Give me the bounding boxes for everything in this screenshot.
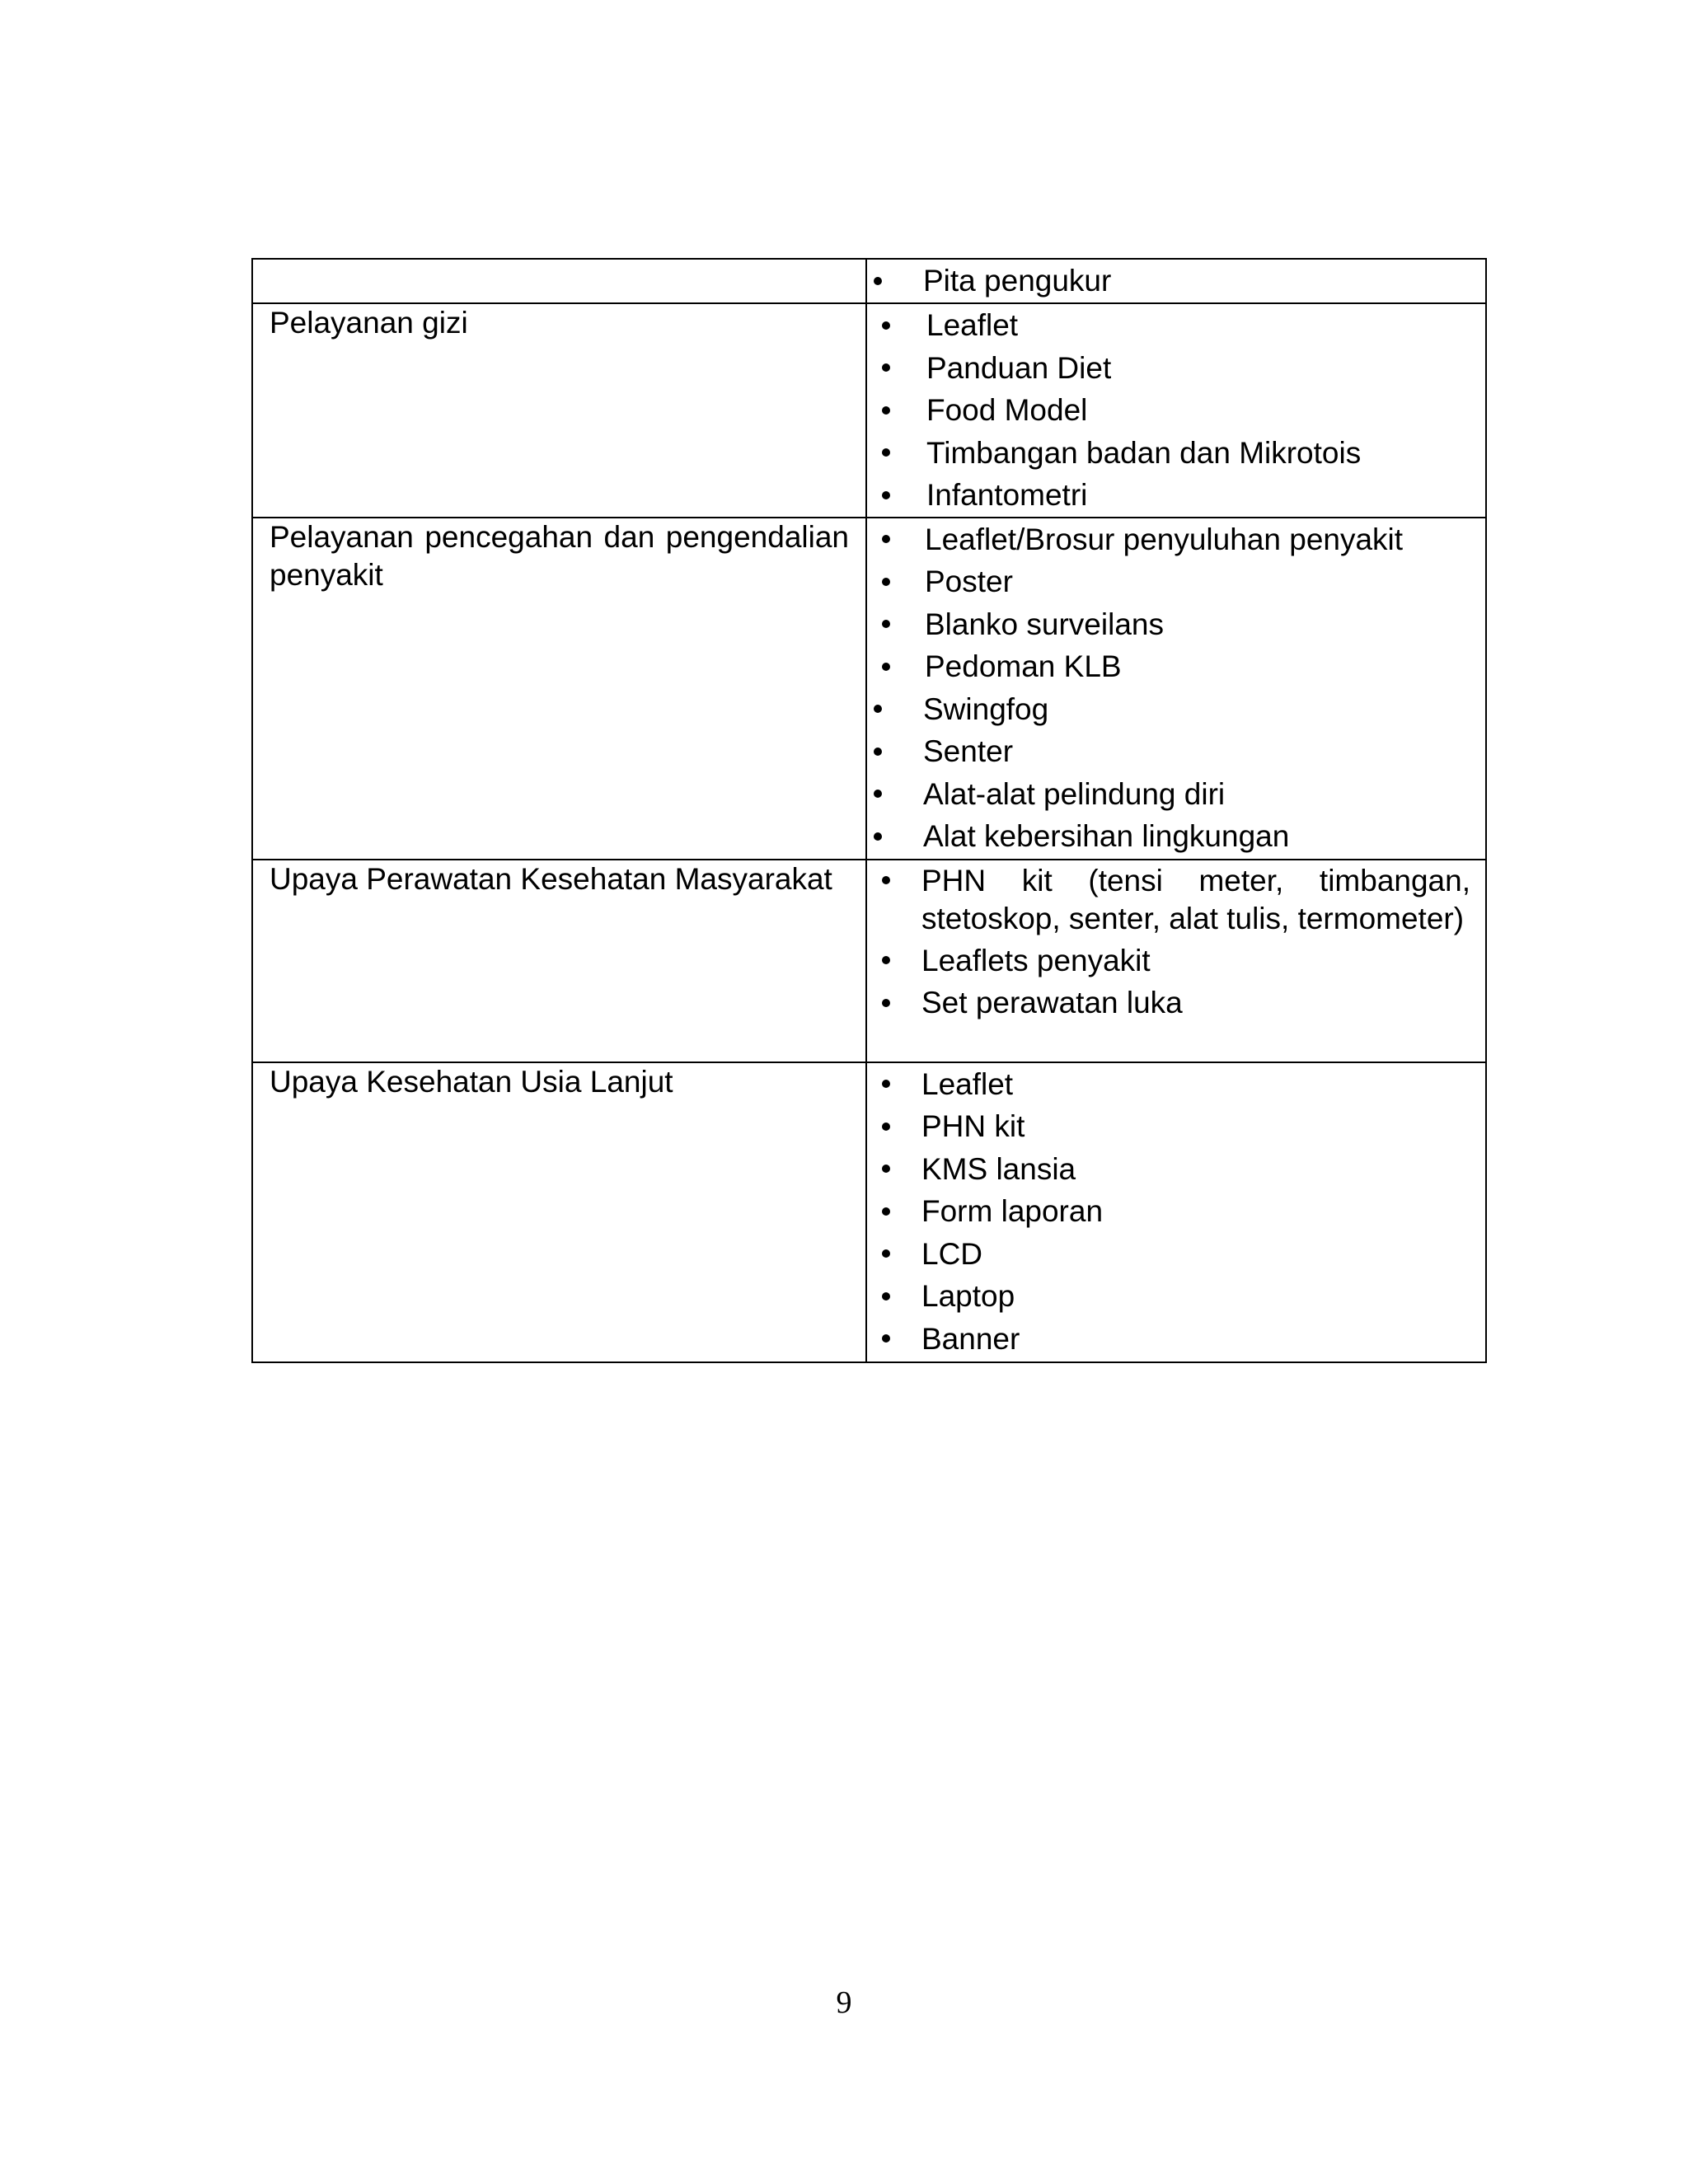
bullet-icon — [882, 999, 890, 1007]
bullet-icon — [882, 1207, 890, 1216]
service-cell — [252, 259, 866, 303]
list-item: Form laporan — [867, 1190, 1470, 1233]
items-cell — [866, 1062, 1486, 1362]
list-item: LCD — [867, 1233, 1470, 1276]
bullet-icon — [882, 1334, 890, 1343]
service-label: Pelayanan gizi — [270, 306, 468, 340]
items-cell — [866, 303, 1486, 518]
list-item: KMS lansia — [867, 1148, 1470, 1191]
bullet-icon — [882, 535, 890, 543]
page-number: 9 — [836, 1985, 852, 2020]
bullet-icon — [874, 790, 882, 798]
list-item: Panduan Diet — [867, 347, 1470, 390]
service-label: Upaya Kesehatan Usia Lanjut — [270, 1064, 673, 1099]
list-item: Timbangan badan dan Mikrotois — [867, 432, 1470, 475]
list-item: Blanko surveilans — [867, 603, 1470, 646]
list-item: Pedoman KLB — [867, 645, 1470, 688]
list-item: Infantometri — [867, 474, 1470, 517]
bullet-icon — [874, 748, 882, 756]
bullet-icon — [882, 406, 890, 415]
list-item: Food Model — [867, 389, 1470, 432]
list-item: Laptop — [867, 1275, 1470, 1318]
items-cell — [866, 259, 1486, 303]
item-list — [867, 518, 1485, 858]
list-item: Senter — [867, 730, 1470, 773]
list-item: Leaflet — [867, 304, 1470, 347]
item-list — [867, 260, 1485, 302]
bullet-icon — [874, 705, 882, 713]
items-cell — [866, 860, 1486, 1062]
bullet-icon — [882, 363, 890, 372]
item-list — [867, 860, 1485, 1024]
bullet-icon — [882, 1249, 890, 1258]
bullet-icon — [882, 876, 890, 884]
list-item: Banner — [867, 1318, 1470, 1361]
items-cell — [866, 518, 1486, 860]
bullet-icon — [882, 578, 890, 586]
table-row — [252, 1062, 1486, 1362]
bullet-icon — [874, 832, 882, 841]
service-label: Upaya Perawatan Kesehatan Masyarakat — [270, 861, 832, 896]
table-row — [252, 860, 1486, 1062]
list-item: Leaflet/Brosur penyuluhan penyakit — [867, 518, 1470, 561]
bullet-icon — [882, 663, 890, 671]
list-item: Alat kebersihan lingkungan — [867, 815, 1470, 858]
table-row — [252, 259, 1486, 303]
list-item: Leaflets penyakit — [867, 940, 1470, 982]
table-row — [252, 303, 1486, 518]
item-list — [867, 1063, 1485, 1361]
service-cell — [252, 1062, 866, 1362]
bullet-icon — [882, 491, 890, 499]
item-list — [867, 304, 1485, 517]
list-item: PHN kit — [867, 1105, 1470, 1148]
list-item: Swingfog — [867, 688, 1470, 731]
list-item: Pita pengukur — [867, 260, 1470, 302]
bullet-icon — [882, 1122, 890, 1131]
service-label: Pelayanan pencegahan dan pengendalian penyakit — [270, 519, 849, 592]
bullet-icon — [882, 620, 890, 628]
bullet-icon — [874, 277, 882, 285]
bullet-icon — [882, 448, 890, 457]
list-item: Set perawatan luka — [867, 982, 1470, 1024]
service-cell — [252, 303, 866, 518]
bullet-icon — [882, 1080, 890, 1088]
service-cell — [252, 860, 866, 1062]
service-cell — [252, 518, 866, 860]
equipment-table — [251, 258, 1487, 1363]
table-row — [252, 518, 1486, 860]
bullet-icon — [882, 1165, 890, 1173]
list-item: Alat-alat pelindung diri — [867, 773, 1470, 816]
bullet-icon — [882, 1292, 890, 1301]
bullet-icon — [882, 956, 890, 964]
list-item: PHN kit (tensi meter, timbangan, stetoskop, senter, alat tulis, termometer) — [867, 860, 1470, 940]
bullet-icon — [882, 321, 890, 330]
list-item: Leaflet — [867, 1063, 1470, 1106]
list-item: Poster — [867, 560, 1470, 603]
